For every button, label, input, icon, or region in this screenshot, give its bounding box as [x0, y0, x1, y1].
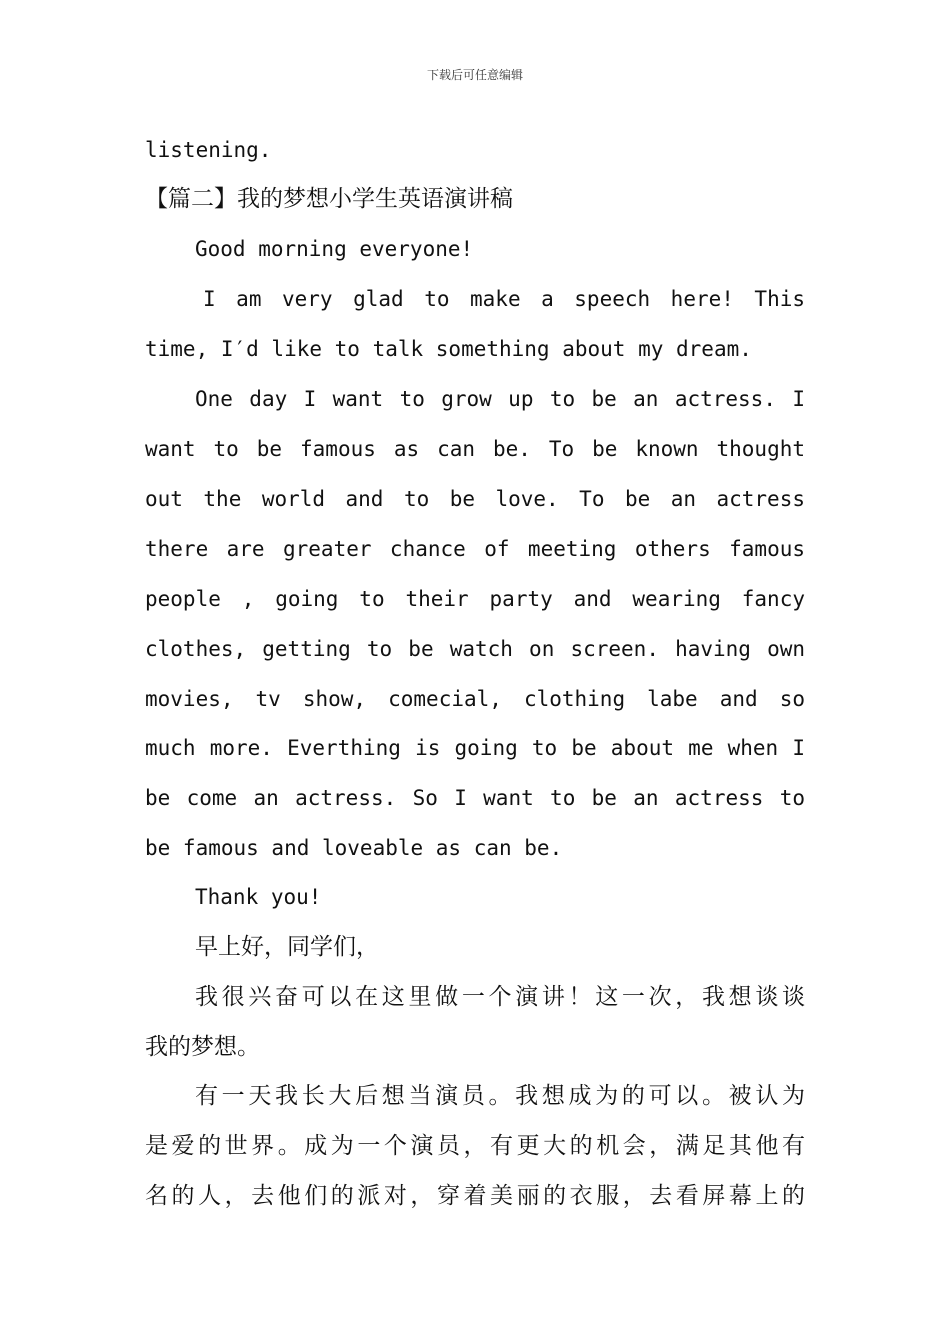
text-line: I am very glad to make a speech here! This — [203, 287, 805, 311]
text-line: there are greater chance of meeting others famous — [145, 537, 805, 561]
text-line: 有一天我长大后想当演员。我想成为的可以。被认为 — [195, 1083, 805, 1109]
text-line: time, I′d like to talk something about my dream. — [145, 337, 752, 361]
text-line: movies, tv show, comecial, clothing labe and so — [145, 687, 805, 711]
text-line: Good morning everyone! — [195, 237, 474, 261]
text-line: Thank you! — [195, 885, 322, 909]
text-line: clothes, getting to be watch on screen. having own — [145, 637, 805, 661]
page-header: 下载后可任意编辑 — [426, 68, 523, 82]
text-line: be come an actress. So I want to be an actress to — [145, 786, 805, 810]
text-line: be famous and loveable as can be. — [145, 836, 563, 860]
text-line: want to be famous as can be. To be known thought — [145, 437, 805, 461]
text-line: listening. — [145, 138, 272, 162]
text-line: 是爱的世界。成为一个演员，有更大的机会，满足其他有 — [145, 1133, 805, 1159]
text-line: One day I want to grow up to be an actress. I — [195, 387, 805, 411]
section-title: 【篇二】我的梦想小学生英语演讲稿 — [145, 186, 513, 212]
text-line: 我很兴奋可以在这里做一个演讲！这一次，我想谈谈 — [195, 984, 805, 1010]
text-line: much more. Everthing is going to be about me when I — [145, 736, 805, 760]
text-line: 名的人，去他们的派对，穿着美丽的衣服，去看屏幕上的 — [145, 1183, 805, 1209]
text-line: out the world and to be love. To be an actress — [145, 487, 805, 511]
text-line: 我的梦想。 — [145, 1034, 260, 1060]
text-line: people , going to their party and wearing fancy — [145, 587, 805, 611]
text-line: 早上好，同学们， — [195, 934, 379, 960]
